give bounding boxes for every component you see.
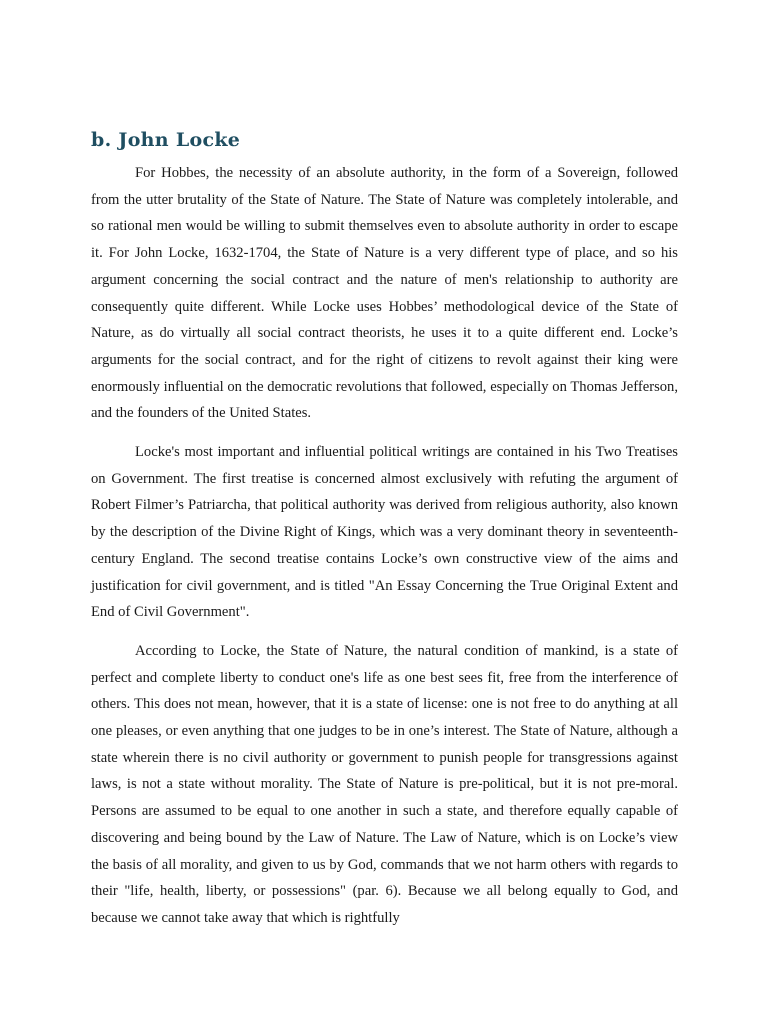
paragraph-state-of-nature: According to Locke, the State of Nature, the natural condition of mankind, is a state of perfect and complete liberty to conduct one's life as one best sees fit, free from the interference of others. This does not mean, however, that it is a state of license: one is not free to do anything at all one pleases, or even anything that one judges to be in one’s interest. The State of Nature, although a state wherein there is no civil authority or government to punish people for transgressions against laws, is not a state without morality. The State of Nature is pre-political, but it is not pre-moral. Persons are assumed to be equal to one another in such a state, and therefore equally capable of discovering and being bound by the Law of Nature. The Law of Nature, which is on Locke’s view the basis of all morality, and given to us by God, commands that we not harm others with regards to their "life, health, liberty, or possessions" (par. 6). Because we all belong equally to God, and because we cannot take away that which is rightfully bbox=[91, 642, 678, 926]
paragraph-hobbes-contrast: For Hobbes, the necessity of an absolute authority, in the form of a Sovereign, followed from the utter brutality of the State of Nature. The State of Nature was completely intolerable, and so rational men would be willing to submit themselves even to absolute authority in order to escape it. For John Locke, 1632-1704, the State of Nature is a very different type of place, and so his argument concerning the social contract and the nature of men's relationship to authority are consequently quite different. While Locke uses Hobbes’ methodological device of the State of Nature, as do virtually all social contract theorists, he uses it to a quite different end. Locke’s arguments for the social contract, and for the right of citizens to revolt against their king were enormously influential on the democratic revolutions that followed, especially on Thomas Jefferson, and the founders of the United States. bbox=[91, 165, 678, 422]
section-heading: b. John Locke bbox=[91, 129, 241, 151]
document-page bbox=[91, 126, 678, 944]
paragraph-two-treatises: Locke's most important and influential political writings are contained in his Two Treatises on Government. The first treatise is concerned almost exclusively with refuting the argument of Robert Filmer’s Patriarcha, that political authority was derived from religious authority, also known by the description of the Divine Right of Kings, which was a very dominant theory in seventeenth-century England. The second treatise contains Locke’s own constructive view of the aims and justification for civil government, and is titled "An Essay Concerning the True Original Extent and End of Civil Government". bbox=[91, 444, 678, 621]
